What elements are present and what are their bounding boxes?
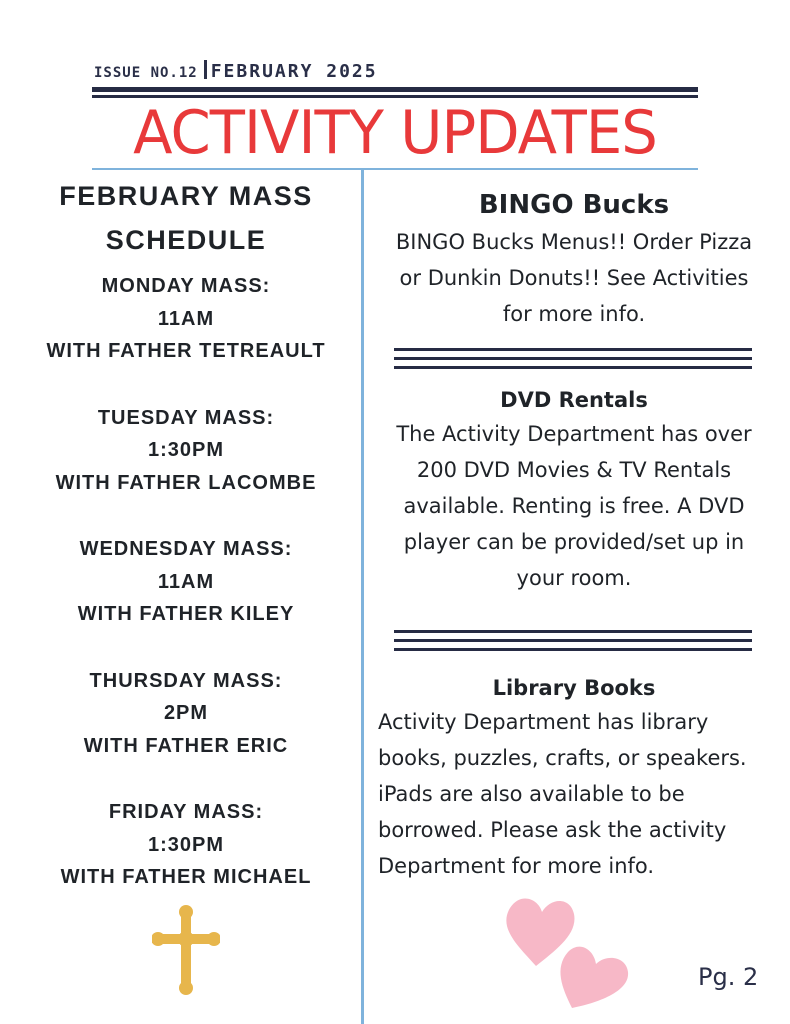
mass-time: 11AM [157, 570, 215, 593]
dvd-section [378, 384, 770, 596]
bingo-line: for more info. [502, 302, 646, 326]
dvd-title: DVD Rentals [500, 388, 648, 412]
mass-priest: WITH FATHER MICHAEL [60, 866, 312, 888]
issue-separator [204, 60, 207, 79]
mass-time: 11AM [157, 307, 215, 330]
library-line: borrowed. Please ask the activity [378, 818, 727, 842]
divider-lines-1 [394, 348, 752, 370]
mass-priest: WITH FATHER TETREAULT [46, 340, 326, 362]
hearts-icon [498, 888, 648, 1018]
dvd-line: player can be provided/set up in [403, 530, 745, 554]
mass-schedule [30, 174, 342, 928]
page-title: ACTIVITY UPDATES [133, 98, 657, 168]
mass-entry-monday [30, 270, 342, 368]
dvd-body [378, 416, 770, 596]
dvd-line: your room. [516, 566, 632, 590]
library-body [378, 704, 770, 884]
mass-day: MONDAY MASS: [101, 275, 271, 297]
mass-day: TUESDAY MASS: [97, 406, 275, 429]
mass-priest: WITH FATHER KILEY [77, 603, 295, 625]
dvd-line: The Activity Department has over [396, 422, 752, 446]
library-line: Activity Department has library [378, 710, 709, 734]
divider-lines-2 [394, 630, 752, 652]
bingo-title: BINGO Bucks [478, 190, 670, 220]
library-line: books, puzzles, crafts, or speakers. [378, 746, 747, 770]
header-rule-top [92, 87, 698, 92]
title-underline [92, 168, 698, 170]
page-number: Pg. 2 [698, 963, 759, 991]
mass-time: 2PM [163, 702, 209, 724]
library-section [378, 672, 770, 884]
issue-month: FEBRUARY 2025 [210, 61, 378, 82]
issue-line [94, 60, 378, 82]
mass-time: 1:30PM [147, 439, 225, 461]
mass-heading-line2: SCHEDULE [105, 225, 267, 255]
bingo-line: BINGO Bucks Menus!! Order Pizza [395, 230, 753, 254]
mass-entry-thursday [30, 665, 342, 763]
mass-day: WEDNESDAY MASS: [79, 538, 293, 560]
mass-heading-line1: FEBRUARY MASS [59, 181, 313, 211]
right-column [378, 186, 770, 332]
dvd-line: 200 DVD Movies & TV Rentals [416, 458, 732, 482]
library-line: Department for more info. [378, 854, 655, 878]
bingo-line: or Dunkin Donuts!! See Activities [399, 266, 749, 290]
bingo-body [378, 224, 770, 332]
mass-priest: WITH FATHER ERIC [83, 734, 289, 757]
library-title: Library Books [492, 676, 656, 700]
mass-entry-wednesday [30, 533, 342, 631]
mass-time: 1:30PM [147, 833, 225, 856]
column-divider [361, 170, 364, 1024]
library-line: iPads are also available to be [378, 782, 685, 806]
mass-day: FRIDAY MASS: [108, 801, 264, 823]
mass-day: THURSDAY MASS: [89, 669, 283, 692]
mass-entry-friday [30, 796, 342, 894]
mass-priest: WITH FATHER LACOMBE [55, 471, 317, 494]
dvd-line: available. Renting is free. A DVD [403, 494, 745, 518]
mass-schedule-heading [30, 174, 342, 262]
cross-icon [152, 905, 220, 995]
mass-entry-tuesday [30, 402, 342, 500]
issue-number: ISSUE NO.12 [94, 65, 198, 81]
